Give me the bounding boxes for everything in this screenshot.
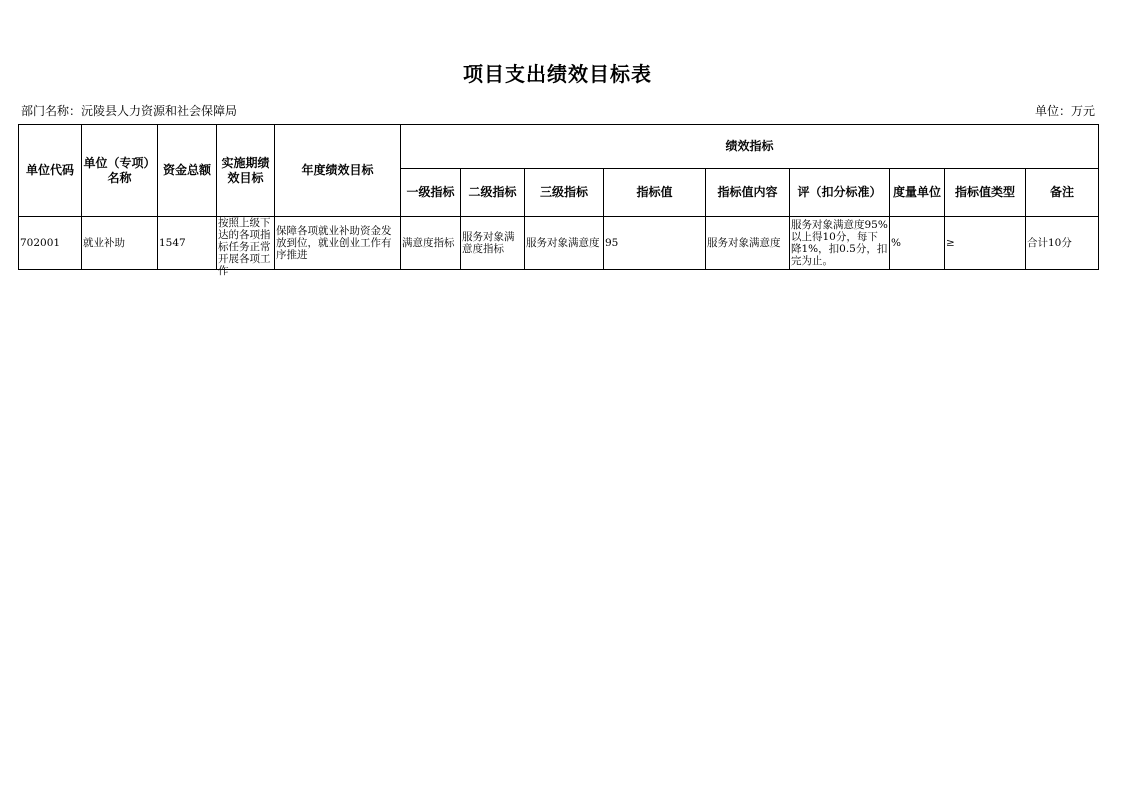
header-unit-code: 单位代码	[19, 125, 82, 217]
header-level2: 二级指标	[461, 169, 525, 217]
header-annual-goal: 年度绩效目标	[275, 125, 401, 217]
cell-value-type: ≥	[945, 217, 1026, 270]
header-remarks: 备注	[1026, 169, 1099, 217]
header-measure-unit: 度量单位	[890, 169, 945, 217]
header-level3: 三级指标	[525, 169, 604, 217]
cell-unit-name: 就业补助	[82, 217, 158, 270]
header-unit-name: 单位（专项）名称	[82, 125, 158, 217]
header-indicator-value: 指标值	[604, 169, 706, 217]
cell-annual-goal: 保障各项就业补助资金发放到位，就业创业工作有序推进	[275, 217, 401, 270]
scoring-text: 服务对象满意度95%以上得10分，每下降1%，扣0.5分，扣完为止。	[791, 219, 888, 267]
header-row-1	[19, 125, 1099, 169]
unit-label: 单位：万元	[1034, 104, 1095, 118]
performance-table	[18, 124, 1099, 277]
header-level1: 一级指标	[401, 169, 461, 217]
cell-measure-unit: %	[890, 217, 945, 270]
cell-value-content: 服务对象满意度	[706, 217, 790, 270]
cell-scoring	[790, 217, 890, 270]
cell-total-funds: 1547	[158, 217, 217, 270]
header-perf-indicators: 绩效指标	[401, 125, 1099, 169]
cell-level1: 满意度指标	[401, 217, 461, 270]
cell-level3: 服务对象满意度	[525, 217, 604, 270]
page-title: 项目支出绩效目标表	[463, 62, 652, 86]
header-impl-goal: 实施期绩效目标	[217, 125, 275, 217]
header-scoring: 评（扣分标准）	[790, 169, 890, 217]
cell-impl-goal	[217, 217, 275, 277]
header-total-funds: 资金总额	[158, 125, 217, 217]
table-row	[19, 217, 1099, 270]
cell-remarks: 合计10分	[1026, 217, 1099, 270]
header-value-type: 指标值类型	[945, 169, 1026, 217]
department-name: 部门名称：沅陵县人力资源和社会保障局	[21, 104, 238, 118]
impl-goal-text: 按照上级下达的各项指标任务正常开展各项工作	[218, 217, 271, 277]
cell-level2: 服务对象满意度指标	[461, 217, 525, 270]
cell-indicator-value: 95	[604, 217, 706, 270]
cell-unit-code: 702001	[19, 217, 82, 270]
header-value-content: 指标值内容	[706, 169, 790, 217]
